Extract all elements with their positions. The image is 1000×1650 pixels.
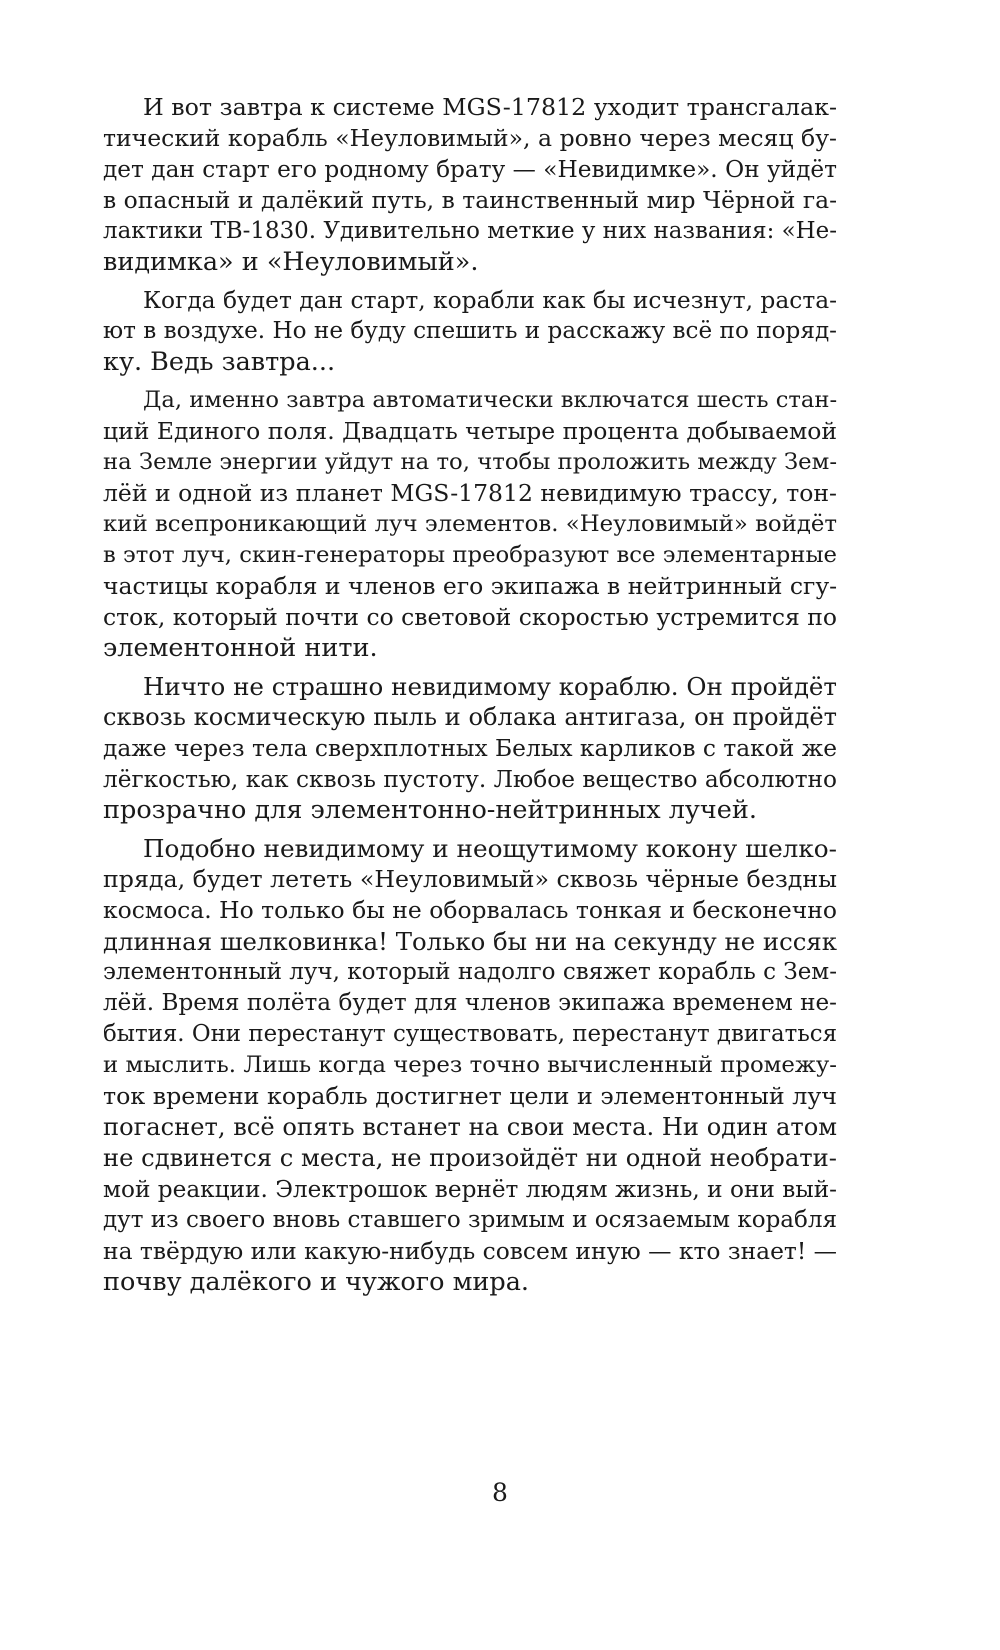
text-line: погаснет, всё опять встанет на свои места. Ни один атом: [103, 1113, 837, 1141]
text-line: дут из своего вновь ставшего зримым и осязаемым корабля: [103, 1207, 837, 1233]
text-line: лёй. Время полёта будет для членов экипажа временем не-: [103, 990, 837, 1016]
text-line: сток, который почти со световой скоростью устремится по: [103, 603, 837, 631]
text-line: лёгкостью, как сквозь пустоту. Любое вещество абсолютно: [103, 766, 837, 793]
text-line: прозрачно для элементонно-нейтринных лучей.: [103, 795, 757, 825]
text-line: даже через тела сверхплотных Белых карликов с такой же: [103, 734, 838, 762]
paragraph-5: [103, 833, 837, 1298]
text-line: элементонный луч, который надолго свяжет корабль с Зем-: [103, 959, 837, 985]
text-line: в этот луч, скин-генераторы преобразуют все элементарные: [103, 542, 837, 568]
text-line: длинная шелковинка! Только бы ни на секунду не иссяк: [103, 927, 837, 956]
text-line: дет дан старт его родному брату — «Невидимке». Он уйдёт: [103, 156, 837, 183]
text-line: и мыслить. Лишь когда через точно вычисленный промежу-: [103, 1052, 837, 1078]
paragraph-2: [103, 285, 837, 378]
paragraph-3: [103, 385, 837, 664]
text-line: ку. Ведь завтра...: [103, 347, 336, 377]
text-line: ют в воздухе. Но не буду спешить и расскажу всё по поряд-: [103, 318, 837, 344]
text-line: на твёрдую или какую-нибудь совсем иную — кто знает! —: [103, 1237, 838, 1265]
text-line: на Земле энергии уйдут на то, чтобы проложить между Зем-: [103, 449, 837, 475]
text-line: космоса. Но только бы не оборвалась тонкая и бесконечно: [103, 896, 837, 924]
text-line: видимка» и «Неуловимый».: [103, 247, 479, 277]
text-line: ций Единого поля. Двадцать четыре процента добываемой: [103, 417, 837, 445]
text-line: пряда, будет лететь «Неуловимый» сквозь чёрные бездны: [103, 865, 837, 893]
page-body: [103, 92, 837, 1298]
text-line: ток времени корабль достигнет цели и элементонный луч: [103, 1082, 837, 1110]
text-line: Подобно невидимому и неощутимому кокону шелко-: [143, 834, 837, 863]
text-line: почву далёкого и чужого мира.: [103, 1267, 530, 1297]
text-line: лактики ТВ-1830. Удивительно меткие у них названия: «Не-: [103, 218, 837, 244]
text-line: частицы корабля и членов его экипажа в нейтринный сгу-: [103, 572, 838, 600]
text-line: Когда будет дан старт, корабли как бы исчезнут, раста-: [143, 286, 838, 314]
text-line: сквозь космическую пыль и облака антигаза, он пройдёт: [103, 703, 837, 731]
text-line: Ничто не страшно невидимому кораблю. Он пройдёт: [143, 672, 837, 701]
text-line: в опасный и далёкий путь, в таинственный мир Чёрной га-: [103, 186, 837, 214]
text-line: кий всепроникающий луч элементов. «Неуловимый» войдёт: [103, 511, 837, 537]
text-line: элементонной нити.: [103, 633, 378, 663]
text-line: тический корабль «Неуловимый», а ровно через месяц бу-: [103, 124, 837, 152]
text-line: не сдвинется с места, не произойдёт ни одной необрати-: [103, 1144, 837, 1172]
paragraph-1: [103, 92, 837, 278]
text-line: мой реакции. Электрошок вернёт людям жизнь, и они вый-: [103, 1176, 837, 1203]
page-number: 8: [492, 1478, 508, 1507]
text-line: И вот завтра к системе MGS-17812 уходит трансгалак-: [143, 93, 837, 121]
text-line: лёй и одной из планет MGS-17812 невидимую трассу, тон-: [103, 479, 837, 507]
text-line: бытия. Они перестанут существовать, перестанут двигаться: [103, 1021, 837, 1047]
text-line: Да, именно завтра автоматически включатся шесть стан-: [143, 387, 838, 413]
paragraph-4: [103, 671, 837, 826]
